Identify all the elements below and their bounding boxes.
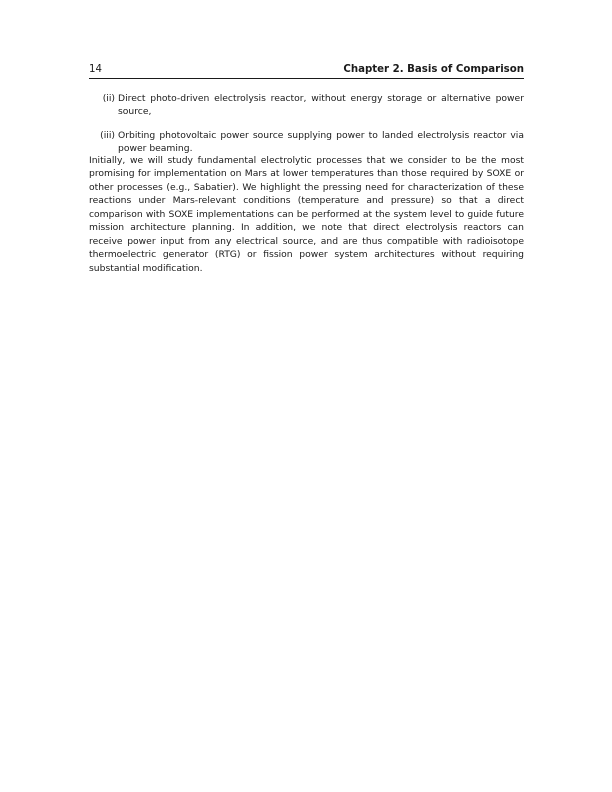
chapter-title: Chapter 2. Basis of Comparison [343,64,524,75]
running-header [89,62,524,78]
list-item-label: (iii) [100,129,115,141]
list-item-label: (ii) [102,93,115,104]
list-item-text: Direct photo-driven electrolysis reactor, without energy storage or alternative power source, [118,93,524,118]
enumerated-list [89,92,524,156]
body-paragraph: Initially, we will study fundamental electrolytic processes that we consider to be the most promising for implementation on Mars at lower temperatures than those required by SOXE or other processes (e.g., Sabatier). We highlight the pressing need for characterization of these reactions under Mars-relevant conditions (temperature and pressure) so that a direct comparison with SOXE implementations can be performed at the system level to guide future mission architecture planning. In addition, we note that direct electrolysis reactors can receive power input from any electrical source, and are thus compatible with radioisotope thermoelectric generator (RTG) or fission power system architectures without requiring substantial modification. [89,155,524,274]
list-item [89,129,524,156]
document-page [89,62,524,274]
list-item-text: Orbiting photovoltaic power source supplying power to landed electrolysis reactor via power beaming. [118,129,524,155]
header-rule [89,78,524,79]
page-number: 14 [89,64,102,75]
list-item [89,92,524,119]
